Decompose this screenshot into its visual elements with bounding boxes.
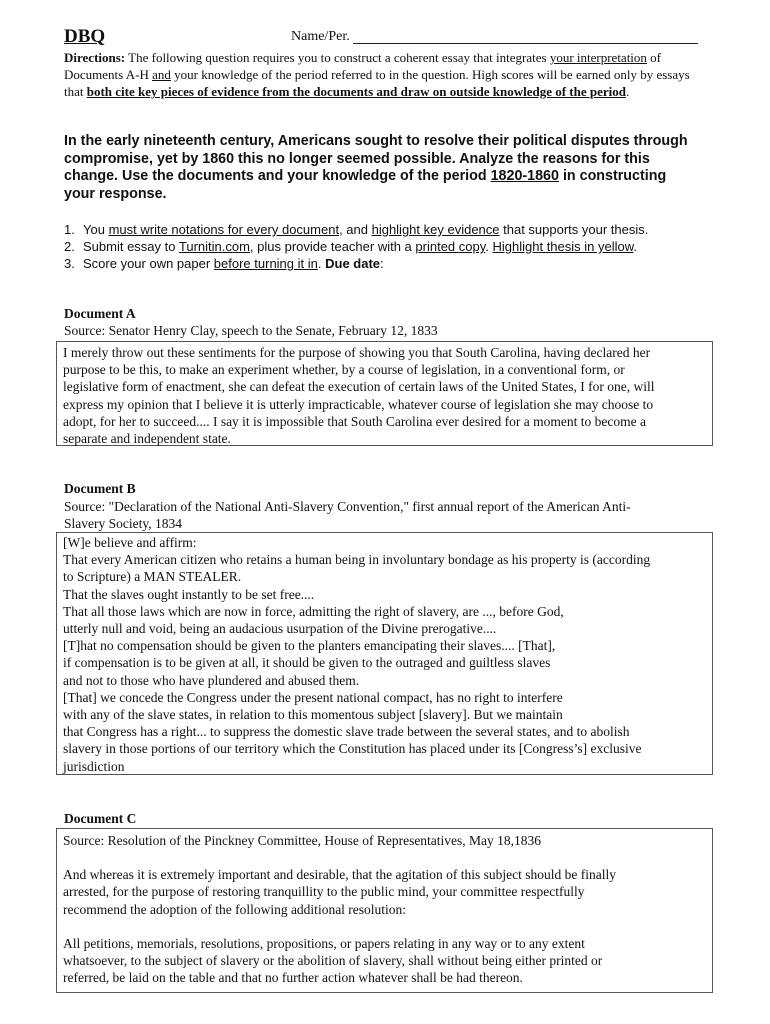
name-period-label: Name/Per.	[291, 29, 350, 44]
document-b-title: Document B	[64, 481, 136, 496]
directions-text-underlined: and	[152, 67, 171, 83]
document-b-line: [T]hat no compensation should be given to the planters emancipating their slaves.... [That],	[63, 638, 556, 654]
document-c-line: And whereas it is extremely important and desirable, that the agitation of this subject should be finally	[63, 867, 616, 883]
document-c-line: whatsoever, to the subject of slavery or the abolition of slavery, shall without being either printed or	[63, 953, 603, 969]
document-a-line: adopt, for her to succeed.... I say it is impossible that South Carolina ever desired for a moment to become a	[63, 413, 646, 429]
document-b-box	[56, 532, 713, 775]
directions-text: of Documents A-H	[64, 50, 662, 83]
instruction-item	[64, 238, 724, 255]
directions-emphasis: both cite key pieces of evidence from the documents and draw on outside knowledge of the period	[86, 84, 626, 100]
document-b-line: That all those laws which are now in force, admitting the right of slavery, are ..., before God,	[63, 603, 564, 619]
instruction-underlined: highlight key evidence	[371, 222, 500, 237]
instruction-number: 2.	[64, 239, 75, 254]
document-b-line: if compensation is to be given at all, it should be given to the outraged and guiltless slaves	[63, 655, 551, 671]
document-a-line: purpose to be this, to make an experiment whether, by a course of legislation, in a conventional form, or	[63, 362, 625, 378]
instruction-underlined: must write notations for every document	[108, 222, 340, 237]
instruction-text: .	[317, 256, 326, 271]
instruction-text: that supports your thesis.	[499, 222, 649, 237]
document-b-line: with any of the slave states, in relation to this momentous subject [slavery]. But we maintain	[63, 707, 563, 723]
instruction-text: You	[83, 222, 109, 237]
document-a-source: Source: Senator Henry Clay, speech to the Senate, February 12, 1833	[64, 323, 438, 338]
document-c-line: All petitions, memorials, resolutions, propositions, or papers relating in any way or to any extent	[63, 935, 585, 951]
instruction-underlined: Highlight thesis in yellow	[492, 239, 634, 254]
document-b-source	[64, 498, 700, 532]
directions-text-underlined: your interpretation	[549, 50, 647, 65]
instruction-text: , and	[339, 222, 372, 237]
document-a-line: I merely throw out these sentiments for the purpose of showing you that South Carolina, having declared her	[63, 345, 651, 360]
instruction-text: .	[633, 239, 638, 254]
header	[64, 26, 700, 48]
instruction-number: 3.	[64, 256, 75, 271]
document-c-title: Document C	[64, 811, 137, 826]
document-c-line: referred, be laid on the table and that no further action whatever shall be had thereon.	[63, 970, 523, 986]
name-period-blank-line	[353, 43, 698, 44]
document-b-line: That every American citizen who retains a human being in involuntary bondage as his property is (according	[63, 552, 651, 568]
essay-prompt	[64, 133, 700, 203]
document-b-line: [W]e believe and affirm:	[63, 535, 197, 550]
document-b-line: jurisdiction	[63, 758, 125, 774]
turnitin-link[interactable]: Turnitin.com	[178, 239, 250, 254]
instruction-text: Submit essay to	[83, 239, 179, 254]
document-b-line: [That] we concede the Congress under the present national compact, has no right to interfere	[63, 689, 563, 705]
document-c-source: Source: Resolution of the Pinckney Committee, House of Representatives, May 18,1836	[63, 833, 542, 848]
document-b-line: utterly null and void, being an audacious usurpation of the Divine prerogative....	[63, 621, 497, 637]
directions-label: Directions:	[64, 50, 126, 65]
document-b-line: that Congress has a right... to suppress the domestic slave trade between the several states, and to abolish	[63, 724, 630, 740]
directions-text: .	[626, 84, 630, 100]
directions-text: The following question requires you to construct a coherent essay that integrates	[125, 50, 550, 65]
instruction-number: 1.	[64, 222, 75, 237]
document-a-line: legislative form of enactment, she can defeat the execution of certain laws of the United States, I for one, will	[63, 379, 655, 395]
paragraph-spacer	[63, 918, 706, 935]
document-c-line: arrested, for the purpose of restoring tranquillity to the public mind, your committee respectfully	[63, 884, 585, 900]
document-c-box	[56, 828, 713, 993]
directions-text: your knowledge of the period referred to in the question. High scores will be earned only by essays that	[64, 67, 690, 100]
paragraph-spacer	[63, 849, 706, 866]
document-b-line: slavery in those portions of our territory which the Constitution has placed under its [Congress’s] exclusive	[63, 741, 642, 757]
dbq-title: DBQ	[64, 26, 106, 47]
document-b-line: and not to those who have plundered and abused them.	[63, 672, 360, 688]
document-b-line: to Scripture) a MAN STEALER.	[63, 569, 242, 585]
instruction-text: Score your own paper	[83, 256, 214, 271]
prompt-period: 1820-1860	[490, 168, 559, 185]
document-a-title: Document A	[64, 306, 136, 321]
instruction-text: .	[485, 239, 493, 254]
document-a-line: express my opinion that I believe it is utterly impracticable, whatever course of legislation she may choose to	[63, 396, 654, 412]
document-b-source-line: Slavery Society, 1834	[64, 516, 182, 532]
document-c-line: recommend the adoption of the following additional resolution:	[63, 901, 407, 917]
instruction-underlined: before turning it in	[213, 256, 318, 271]
due-date-label: Due date	[325, 256, 381, 271]
instruction-item	[64, 221, 724, 238]
prompt-text: in constructing your response.	[64, 168, 667, 202]
directions	[64, 49, 700, 101]
instruction-underlined: printed copy	[415, 239, 486, 254]
prompt-text: In the early nineteenth century, Americans sought to resolve their political disputes through compromise, yet by 1860 this no longer seemed possible. Analyze the reasons for this change. Use the documents and your knowledge of the period	[64, 133, 688, 185]
document-a-box	[56, 341, 713, 446]
instruction-text: , plus provide teacher with a	[249, 239, 416, 254]
document-b-line: That the slaves ought instantly to be set free....	[63, 586, 315, 602]
document-b-source-line: Source: "Declaration of the National Anti-Slavery Convention," first annual report of the American Anti-	[64, 499, 631, 514]
instructions-list	[64, 221, 724, 272]
instruction-text: :	[380, 256, 384, 271]
document-a-line: separate and independent state.	[63, 431, 231, 447]
instruction-item	[64, 255, 724, 272]
